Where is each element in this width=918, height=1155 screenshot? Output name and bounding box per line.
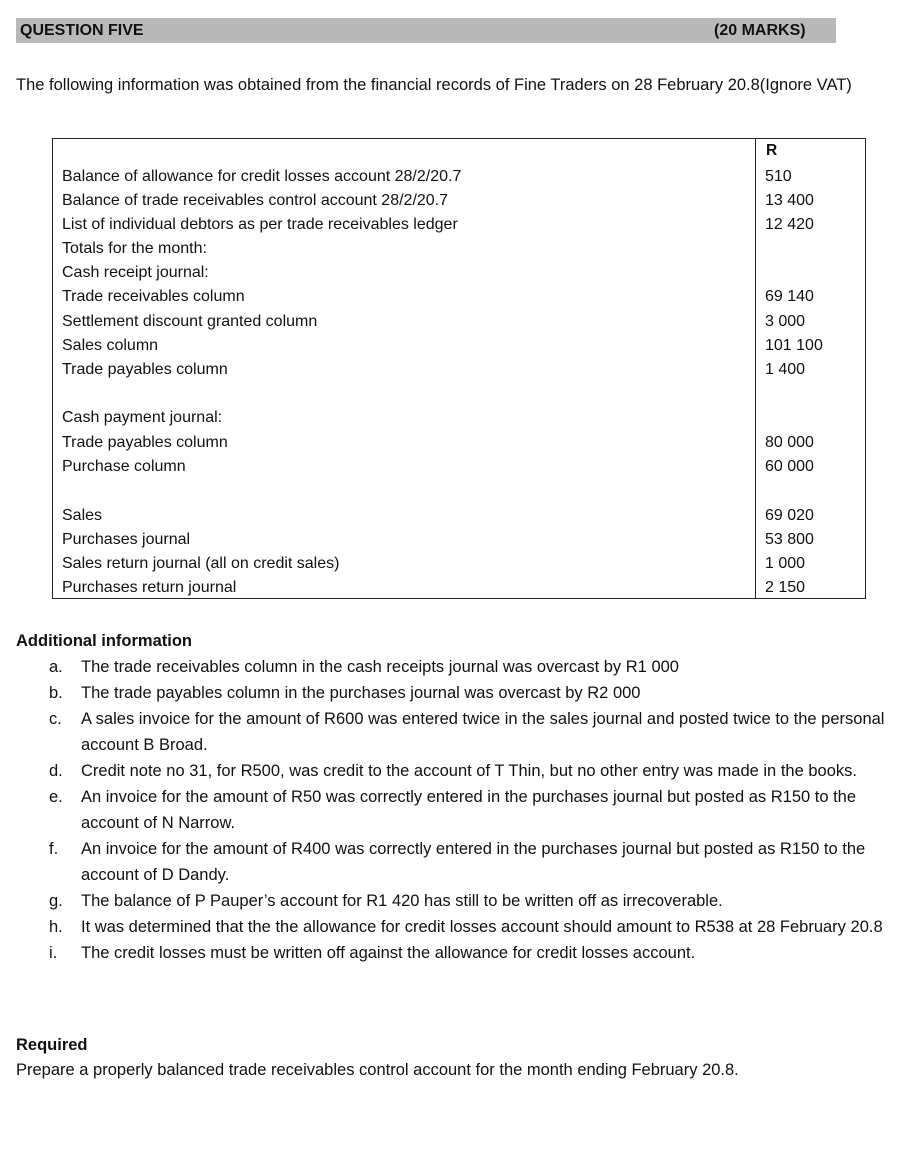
row-label: List of individual debtors as per trade receivables ledger (62, 216, 458, 233)
item-letter: i. (49, 944, 58, 962)
row-amount: 80 000 (765, 434, 814, 451)
table-row (53, 310, 865, 334)
row-amount: 53 800 (765, 531, 814, 548)
item-letter: f. (49, 840, 59, 858)
table-row (53, 455, 865, 479)
item-text: The trade payables column in the purchases journal was overcast by R2 000 (81, 684, 641, 702)
table-row (53, 237, 865, 261)
amount-column-header: R (766, 142, 778, 159)
table-row (53, 189, 865, 213)
item-letter: h. (49, 918, 63, 936)
item-text: An invoice for the amount of R50 was correctly entered in the purchases journal but posted as R150 to the account of N Narrow. (81, 788, 857, 832)
item-letter: g. (49, 892, 63, 910)
intro-paragraph: The following information was obtained from the financial records of Fine Traders on 28 February 20.8(Ignore VAT) (16, 76, 852, 94)
row-label: Purchases return journal (62, 579, 237, 596)
row-label: Balance of allowance for credit losses account 28/2/20.7 (62, 168, 462, 185)
table-row (53, 504, 865, 528)
additional-info-list (16, 654, 906, 966)
table-row (53, 285, 865, 309)
row-label: Purchases journal (62, 531, 191, 548)
question-header (16, 18, 836, 43)
table-row (53, 406, 865, 430)
table-row (53, 261, 865, 285)
table-row (53, 213, 865, 237)
list-item (16, 654, 906, 680)
row-label: Sales return journal (all on credit sales) (62, 555, 340, 572)
table-row (53, 334, 865, 358)
row-amount: 69 020 (765, 507, 814, 524)
required-title: Required (16, 1036, 88, 1054)
financial-data-table (52, 138, 866, 599)
list-item (16, 680, 906, 706)
row-amount: 101 100 (765, 337, 823, 354)
table-row (53, 576, 865, 600)
row-amount: 12 420 (765, 216, 814, 233)
item-text: A sales invoice for the amount of R600 was entered twice in the sales journal and posted twice to the personal account B Broad. (81, 710, 885, 754)
item-text: The credit losses must be written off against the allowance for credit losses account. (81, 944, 696, 962)
list-item (16, 836, 906, 888)
row-amount: 60 000 (765, 458, 814, 475)
row-amount: 3 000 (765, 313, 806, 330)
table-row (53, 431, 865, 455)
row-label: Balance of trade receivables control account 28/2/20.7 (62, 192, 449, 209)
required-text: Prepare a properly balanced trade receivables control account for the month ending February 20.8. (16, 1061, 739, 1079)
row-label: Settlement discount granted column (62, 313, 318, 330)
item-letter: c. (49, 710, 62, 728)
row-label: Trade receivables column (62, 288, 245, 305)
question-title: QUESTION FIVE (20, 22, 144, 39)
row-label: Cash payment journal: (62, 409, 223, 426)
table-row (53, 165, 865, 189)
table-row (53, 552, 865, 576)
list-item (16, 706, 906, 758)
item-text: Credit note no 31, for R500, was credit to the account of T Thin, but no other entry was made in the books. (81, 762, 857, 780)
row-label: Sales column (62, 337, 159, 354)
item-text: It was determined that the the allowance for credit losses account should amount to R538 at 28 February 20.8 (81, 918, 883, 936)
item-letter: e. (49, 788, 63, 806)
list-item (16, 914, 906, 940)
item-text: The balance of P Pauper’s account for R1 420 has still to be written off as irrecoverable. (81, 892, 723, 910)
item-text: An invoice for the amount of R400 was correctly entered in the purchases journal but posted as R150 to the account of D Dandy. (81, 840, 866, 884)
row-amount: 69 140 (765, 288, 814, 305)
row-amount: 1 400 (765, 361, 806, 378)
row-label: Cash receipt journal: (62, 264, 209, 281)
list-item (16, 940, 906, 966)
list-item (16, 758, 906, 784)
row-label: Trade payables column (62, 434, 228, 451)
row-label: Trade payables column (62, 361, 228, 378)
row-label: Totals for the month: (62, 240, 207, 257)
row-amount: 13 400 (765, 192, 814, 209)
item-letter: b. (49, 684, 63, 702)
row-amount: 2 150 (765, 579, 806, 596)
row-label: Sales (62, 507, 103, 524)
item-text: The trade receivables column in the cash receipts journal was overcast by R1 000 (81, 658, 679, 676)
table-row (53, 358, 865, 382)
item-letter: a. (49, 658, 63, 676)
row-amount: 1 000 (765, 555, 806, 572)
row-amount: 510 (765, 168, 792, 185)
question-marks: (20 MARKS) (714, 22, 806, 39)
table-row (53, 528, 865, 552)
row-label: Purchase column (62, 458, 186, 475)
list-item (16, 784, 906, 836)
additional-info-title: Additional information (16, 632, 192, 650)
item-letter: d. (49, 762, 63, 780)
list-item (16, 888, 906, 914)
